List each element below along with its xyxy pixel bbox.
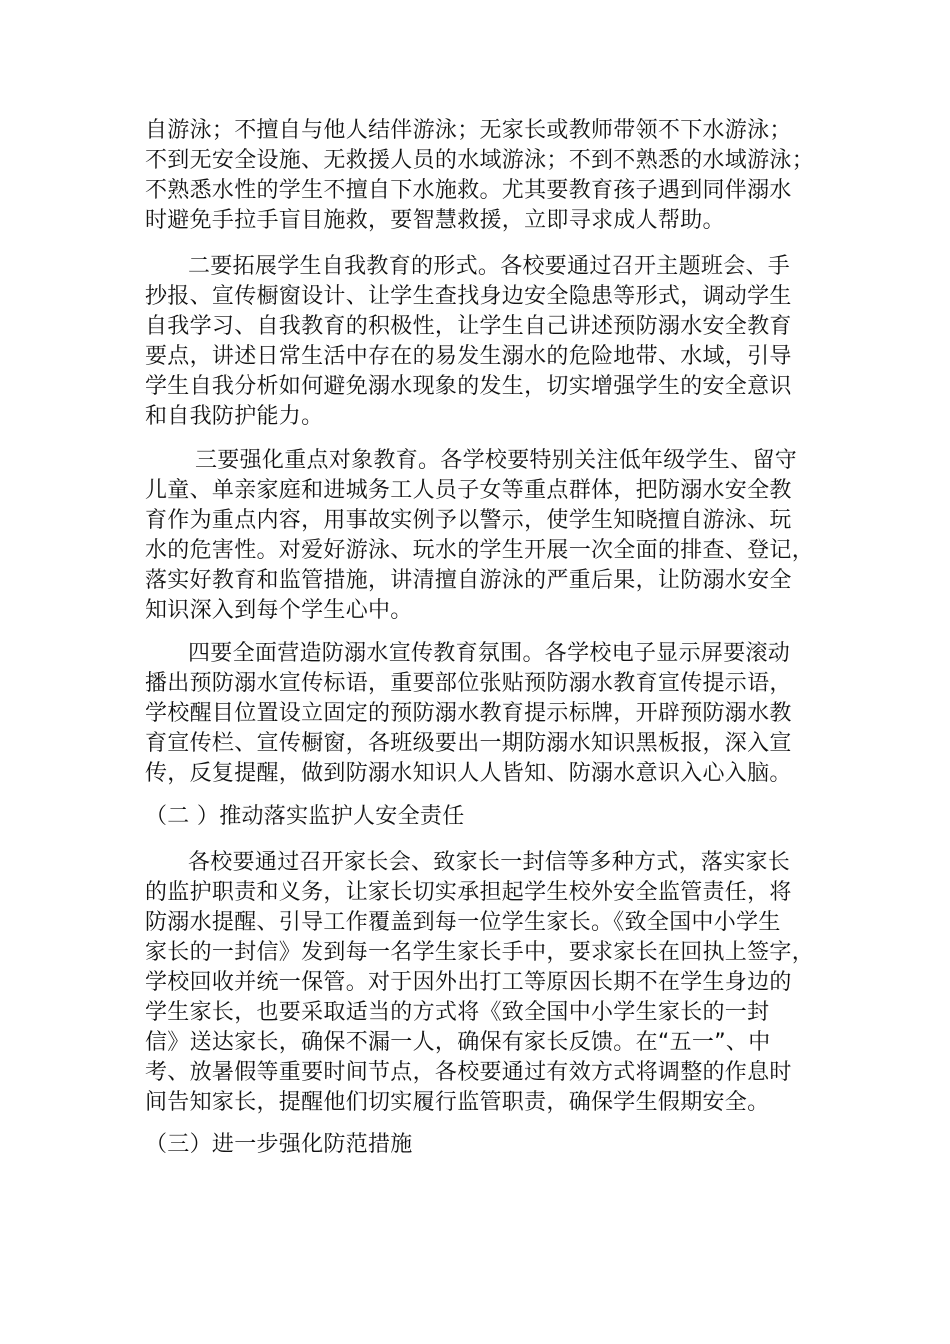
paragraph-3-line: 育作为重点内容，用事故实例予以警示，使学生知晓擅自游泳、玩 bbox=[145, 508, 792, 533]
paragraph-2-line: 二要拓展学生自我教育的形式。各校要通过召开主题班会、手 bbox=[188, 254, 791, 279]
paragraph-5-line: 各校要通过召开家长会、致家长一封信等多种方式，落实家长 bbox=[188, 850, 791, 875]
paragraph-2-line: 要点，讲述日常生活中存在的易发生溺水的危险地带、水域，引导 bbox=[145, 344, 792, 369]
paragraph-4-line: 播出预防溺水宣传标语，重要部位张贴预防溺水教育宣传提示语， bbox=[145, 671, 792, 696]
paragraph-5-line: 家长的一封信》发到每一名学生家长手中，要求家长在回执上签字， bbox=[145, 940, 815, 965]
paragraph-5-line: 学生家长，也要采取适当的方式将《致全国中小学生家长的一封 bbox=[145, 1000, 770, 1025]
paragraph-2-line: 和自我防护能力。 bbox=[145, 404, 324, 429]
paragraph-2-line: 抄报、宣传橱窗设计、让学生查找身边安全隐患等形式，调动学生 bbox=[145, 284, 792, 309]
paragraph-3-line: 儿童、单亲家庭和进城务工人员子女等重点群体，把防溺水安全教 bbox=[145, 478, 792, 503]
paragraph-4-line: 传，反复提醒，做到防溺水知识人人皆知、防溺水意识入心入脑。 bbox=[145, 761, 792, 786]
paragraph-3-line: 水的危害性。对爱好游泳、玩水的学生开展一次全面的排查、登记， bbox=[145, 538, 815, 563]
section-heading-2: （二 ）推动落实监护人安全责任 bbox=[145, 804, 465, 829]
paragraph-2-line: 自我学习、自我教育的积极性，让学生自己讲述预防溺水安全教育 bbox=[145, 314, 792, 339]
section-heading-3: （三）进一步强化防范措施 bbox=[145, 1132, 413, 1157]
paragraph-1-line: 时避免手拉手盲目施救，要智慧救援，立即寻求成人帮助。 bbox=[145, 208, 725, 233]
paragraph-1-line: 自游泳；不擅自与他人结伴游泳；无家长或教师带领不下水游泳； bbox=[145, 118, 792, 143]
paragraph-4-line: 育宣传栏、宣传橱窗，各班级要出一期防溺水知识黑板报，深入宣 bbox=[145, 731, 792, 756]
paragraph-4-line: 四要全面营造防溺水宣传教育氛围。各学校电子显示屏要滚动 bbox=[188, 641, 791, 666]
paragraph-5-line: 信》送达家长，确保不漏一人，确保有家长反馈。在“五一”、中 bbox=[145, 1030, 771, 1055]
paragraph-1-line: 不到无安全设施、无救援人员的水域游泳；不到不熟悉的水域游泳； bbox=[145, 148, 815, 173]
paragraph-5-line: 考、放暑假等重要时间节点，各校要通过有效方式将调整的作息时 bbox=[145, 1060, 792, 1085]
paragraph-4-line: 学校醒目位置设立固定的预防溺水教育提示标牌，开辟预防溺水教 bbox=[145, 701, 792, 726]
paragraph-3-line: 三要强化重点对象教育。各学校要特别关注低年级学生、留守 bbox=[195, 448, 798, 473]
paragraph-5-line: 间告知家长，提醒他们切实履行监管职责，确保学生假期安全。 bbox=[145, 1090, 770, 1115]
paragraph-5-line: 防溺水提醒、引导工作覆盖到每一位学生家长。《致全国中小学生 bbox=[145, 910, 781, 935]
paragraph-3-line: 知识深入到每个学生心中。 bbox=[145, 598, 413, 623]
paragraph-5-line: 学校回收并统一保管。对于因外出打工等原因长期不在学生身边的 bbox=[145, 970, 792, 995]
paragraph-5-line: 的监护职责和义务，让家长切实承担起学生校外安全监管责任，将 bbox=[145, 880, 792, 905]
paragraph-2-line: 学生自我分析如何避免溺水现象的发生，切实增强学生的安全意识 bbox=[145, 374, 792, 399]
paragraph-3-line: 落实好教育和监管措施，讲清擅自游泳的严重后果，让防溺水安全 bbox=[145, 568, 792, 593]
paragraph-1-line: 不熟悉水性的学生不擅自下水施救。尤其要教育孩子遇到同伴溺水 bbox=[145, 178, 792, 203]
